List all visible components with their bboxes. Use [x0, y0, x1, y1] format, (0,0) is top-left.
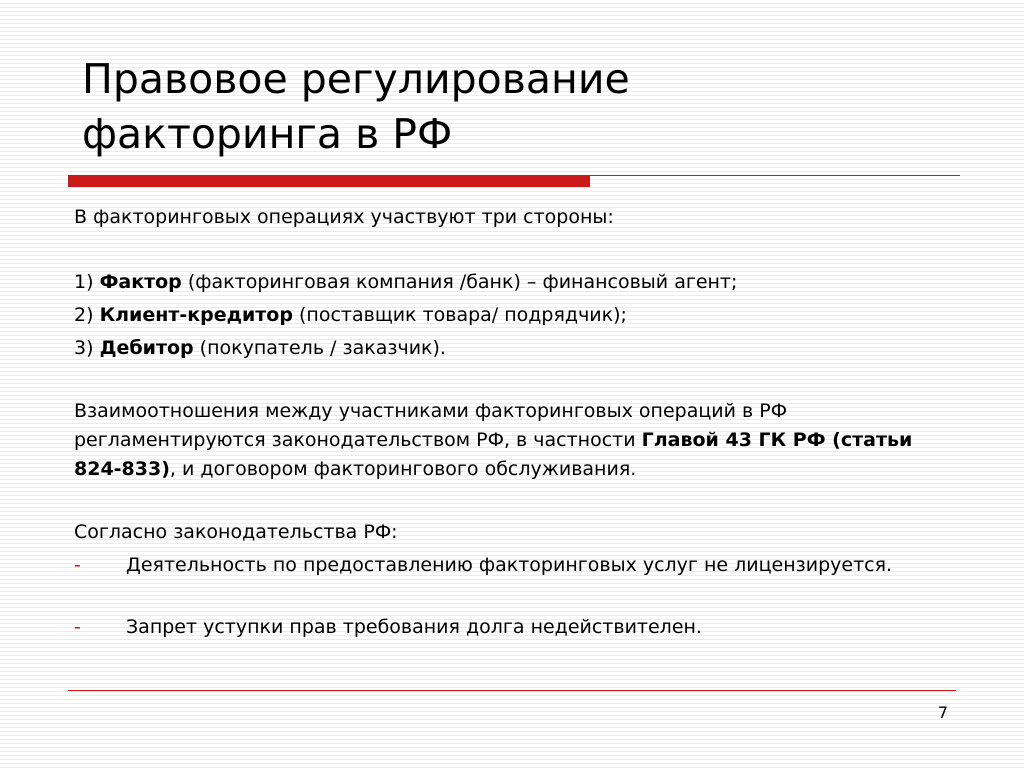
- dash-bullet-icon: -: [74, 554, 81, 576]
- bullet-text: Запрет уступки прав требования долга недействителен.: [126, 616, 702, 638]
- party-description: (покупатель / заказчик).: [199, 337, 446, 359]
- party-term: Клиент-кредитор: [99, 304, 293, 326]
- party-number: 1): [74, 271, 94, 293]
- footer-divider: [68, 690, 956, 691]
- relations-legal-reference: Главой 43 ГК РФ (статьи 824-833): [74, 429, 913, 480]
- bullet-text: Деятельность по предоставлению факторинговых услуг не лицензируется.: [126, 554, 893, 576]
- intro-text: В факторинговых операциях участвуют три стороны:: [74, 206, 614, 228]
- law-bullet-assignment-ban: [74, 613, 954, 642]
- page-number: 7: [937, 703, 948, 722]
- party-term: Фактор: [99, 271, 182, 293]
- party-number: 2): [74, 304, 94, 326]
- slide-title: [82, 52, 942, 162]
- party-number: 3): [74, 337, 94, 359]
- dash-bullet-icon: -: [74, 616, 81, 638]
- law-bullet-licensing: [74, 551, 954, 580]
- party-item-factor: [74, 268, 954, 297]
- party-item-debtor: [74, 334, 954, 363]
- title-divider-thick: [68, 175, 590, 187]
- law-heading: Согласно законодательства РФ:: [74, 521, 398, 543]
- relations-text-end: , и договором факторингового обслуживания.: [169, 458, 637, 480]
- slide-title-line-1: Правовое регулирование: [82, 55, 630, 103]
- party-term: Дебитор: [99, 337, 194, 359]
- party-description: (поставщик товара/ подрядчик);: [299, 304, 627, 326]
- party-description: (факторинговая компания /банк) – финансовый агент;: [187, 271, 738, 293]
- relations-paragraph: [74, 397, 954, 484]
- relations-text-start: Взаимоотношения между участниками факторинговых операций в РФ регламентируются законодательством РФ, в частности: [74, 400, 788, 451]
- party-item-client-creditor: [74, 301, 954, 330]
- slide-title-line-2: факторинга в РФ: [82, 110, 453, 158]
